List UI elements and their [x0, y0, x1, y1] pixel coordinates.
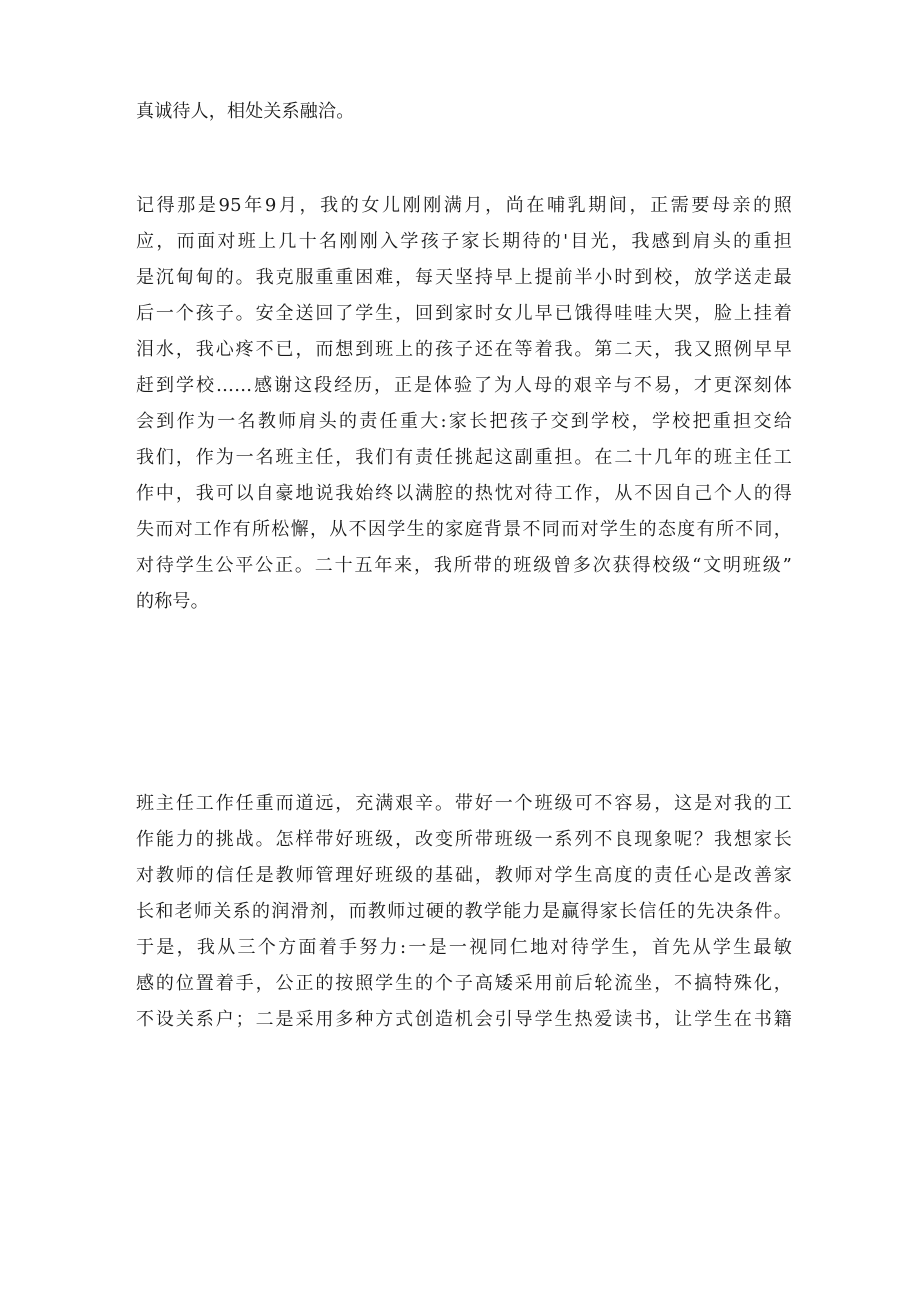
- text-line: 感的位置着手，公正的按照学生的个子高矮采用前后轮流坐，不搞特殊化，: [136, 973, 792, 994]
- text-line: 会到作为一名教师肩头的责任重大:家长把孩子交到学校，学校把重担交给: [136, 411, 792, 432]
- text-line: 班主任工作任重而道远，充满艰辛。带好一个班级可不容易，这是对我的工: [136, 793, 792, 814]
- text-line: 记得那是95年9月，我的女儿刚刚满月，尚在哺乳期间，正需要母亲的照: [136, 195, 793, 216]
- text-line: 后一个孩子。安全送回了学生，回到家时女儿早已饿得哇哇大哭，脸上挂着: [136, 303, 792, 324]
- paragraph-1: [136, 94, 792, 130]
- text-line: 失而对工作有所松懈，从不因学生的家庭背景不同而对学生的态度有所不同，: [136, 519, 792, 540]
- text-line: 不设关系户；二是采用多种方式创造机会引导学生热爱读书，让学生在书籍: [136, 1009, 792, 1030]
- paragraph-3: [136, 786, 792, 1038]
- text-line: 真诚待人，相处关系融洽。: [136, 101, 355, 122]
- text-line: 对待学生公平公正。二十五年来，我所带的班级曾多次获得校级“文明班级”: [136, 555, 792, 576]
- text-line: 的称号。: [136, 591, 209, 612]
- text-line: 我们，作为一名班主任，我们有责任挑起这副重担。在二十几年的班主任工: [136, 447, 792, 468]
- text-line: 于是，我从三个方面着手努力:一是一视同仁地对待学生，首先从学生最敏: [136, 937, 792, 958]
- text-line: 是沉甸甸的。我克服重重困难，每天坚持早上提前半小时到校，放学送走最: [136, 267, 792, 288]
- paragraph-2: [136, 188, 792, 620]
- text-line: 作中，我可以自豪地说我始终以满腔的热忱对待工作，从不因自己个人的得: [136, 483, 792, 504]
- text-line: 应，而面对班上几十名刚刚入学孩子家长期待的'目光，我感到肩头的重担: [136, 231, 792, 252]
- text-line: 泪水，我心疼不已，而想到班上的孩子还在等着我。第二天，我又照例早早: [136, 339, 792, 360]
- text-line: 对教师的信任是教师管理好班级的基础，教师对学生高度的责任心是改善家: [136, 865, 792, 886]
- text-line: 赶到学校……感谢这段经历，正是体验了为人母的艰辛与不易，才更深刻体: [136, 375, 792, 396]
- text-line: 长和老师关系的润滑剂，而教师过硬的教学能力是赢得家长信任的先决条件。: [136, 901, 792, 922]
- text-line: 作能力的挑战。怎样带好班级，改变所带班级一系列不良现象呢？我想家长: [136, 829, 792, 850]
